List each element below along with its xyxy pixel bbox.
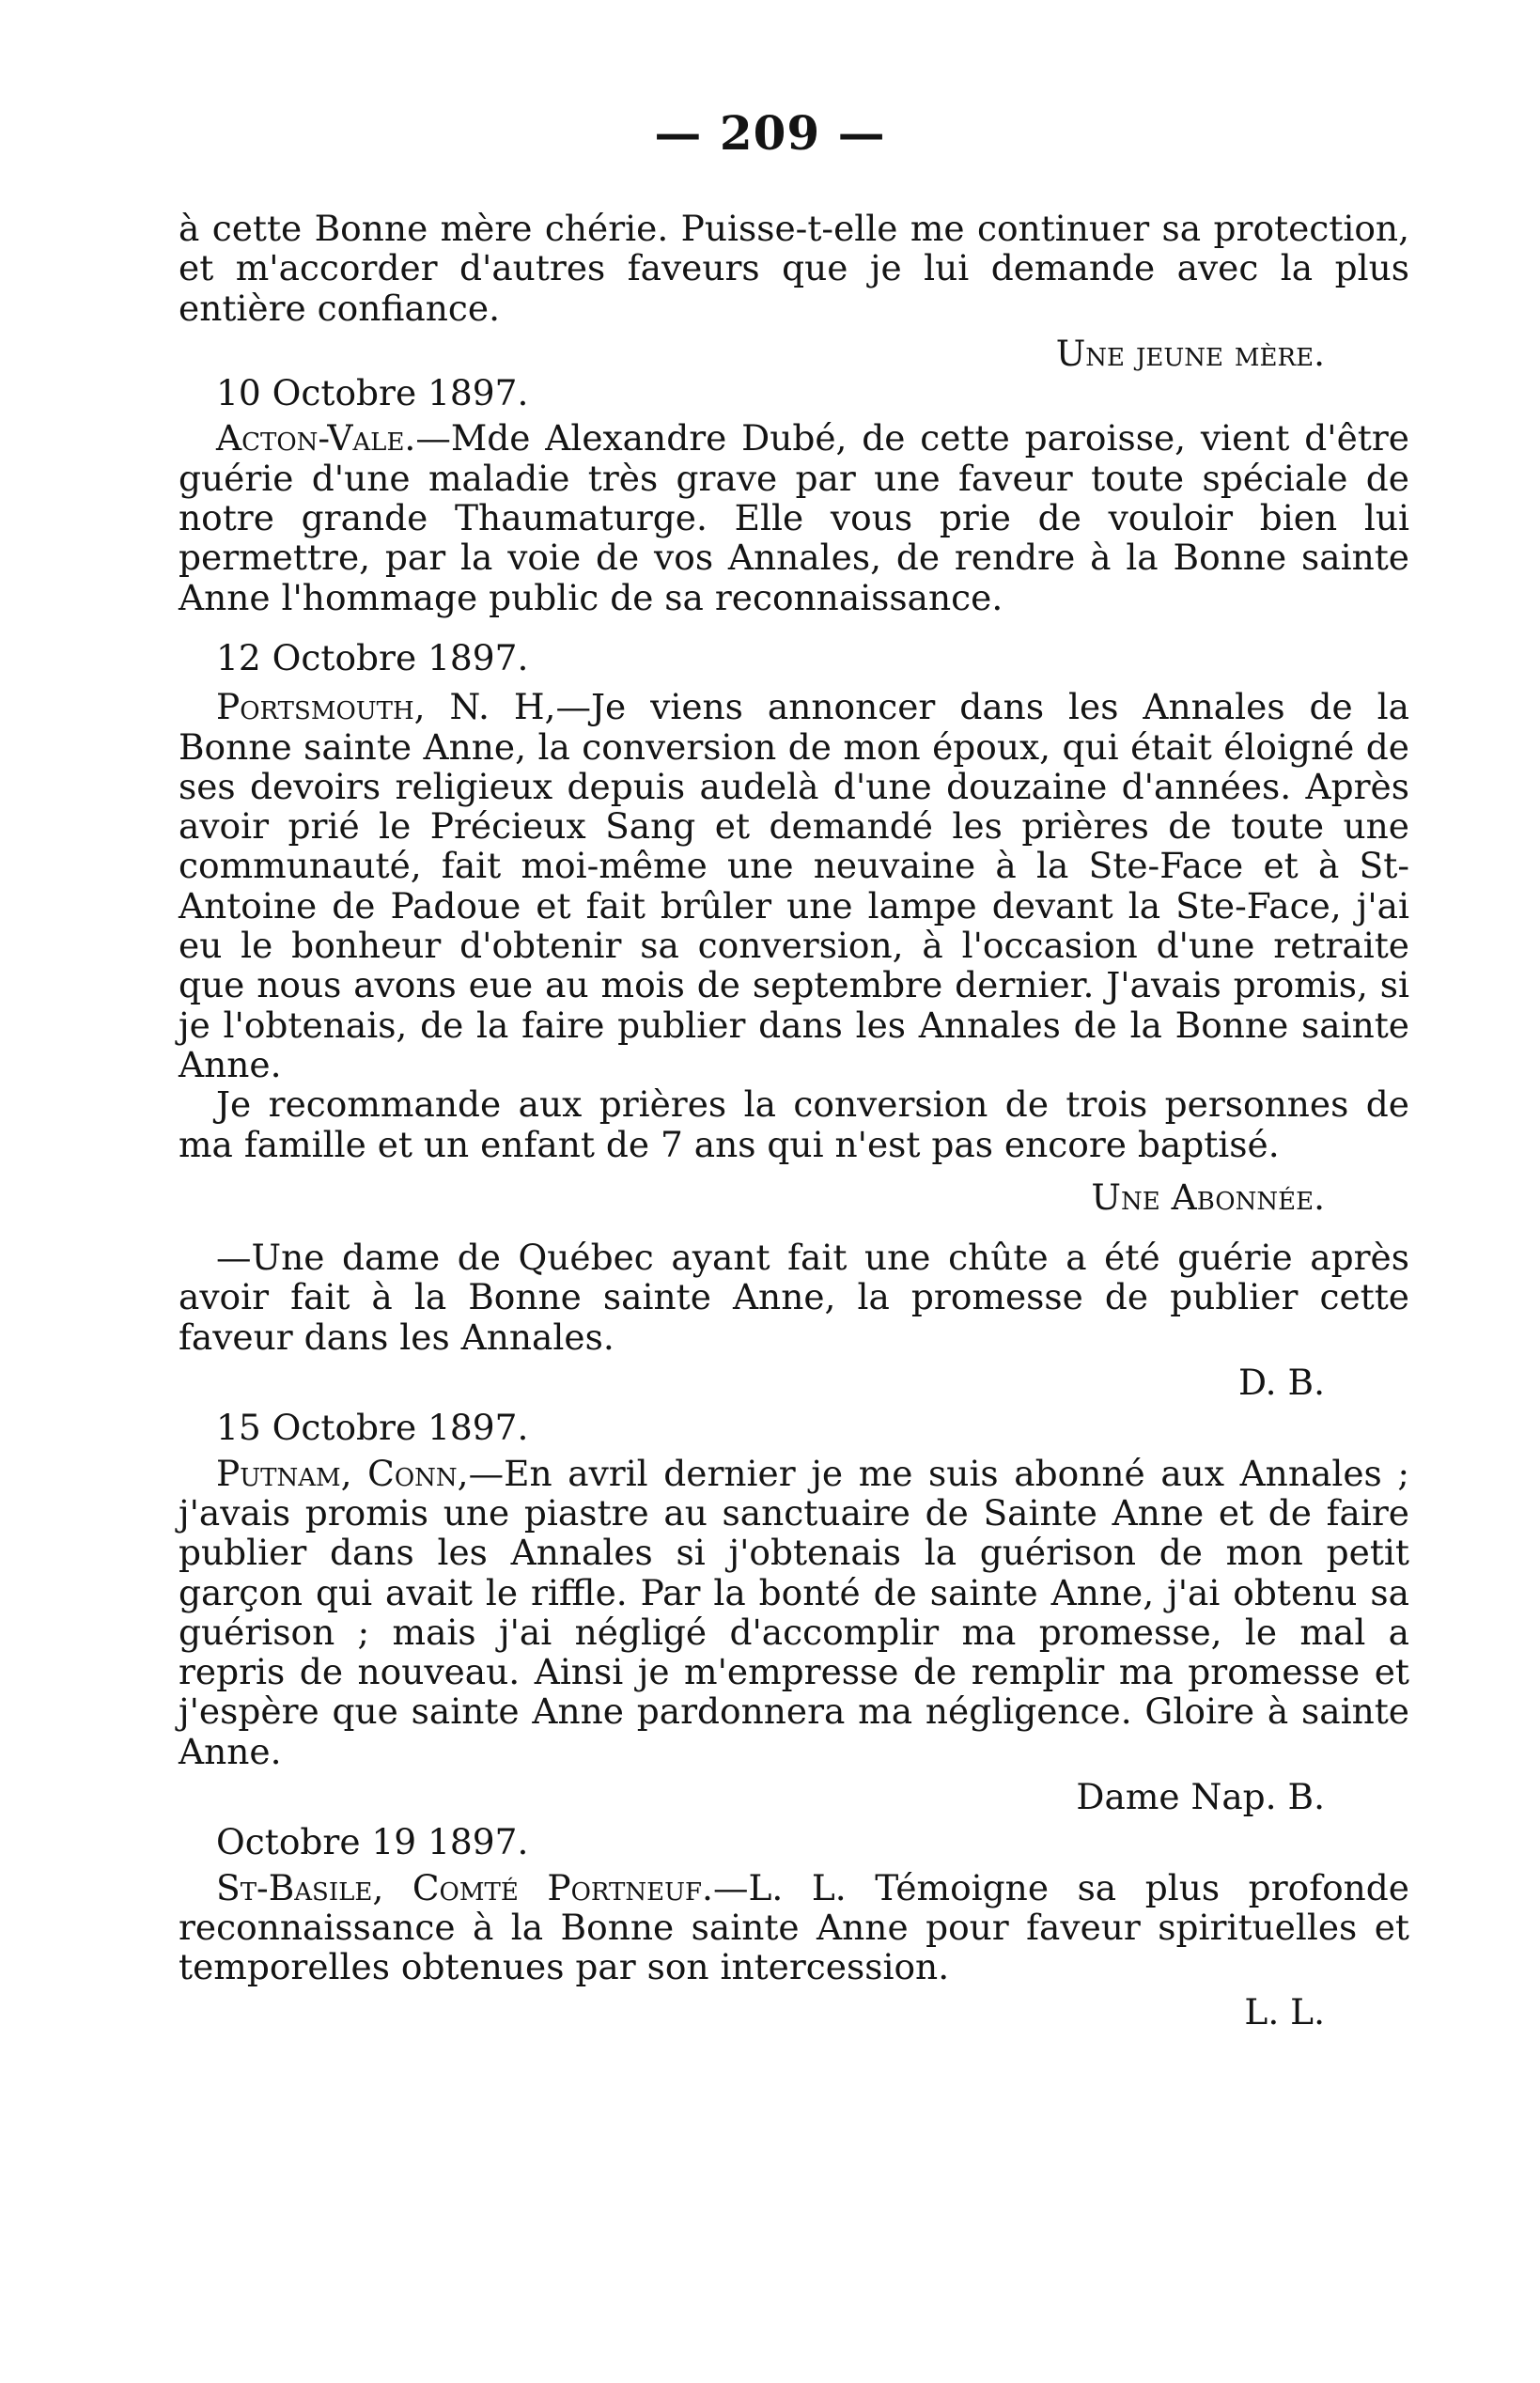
date-line: 10 Octobre 1897. (216, 372, 529, 414)
signature: Une jeune mère. (1055, 332, 1325, 374)
signature (179, 1777, 1409, 1816)
paragraph: à cette Bonne mère chérie. Puisse-t-elle me continuer sa protection, et m'accorder d'autres faveurs que je lui demande avec la plus entière confiance. (179, 208, 1409, 329)
paragraph (179, 687, 1409, 1084)
signature: L. L. (1244, 1991, 1325, 2033)
page-body (179, 209, 1409, 2033)
paragraph-text: —En avril dernier je me suis abonné aux Annales ; j'avais promis une piastre au sanctuaire de Sainte Anne et de faire publier dans les Annales si j'obtenais la guérison de mon petit garçon qui avait le riffle. Par la bonté de sainte Anne, j'ai obtenu sa guérison ; mais j'ai négligé d'accomplir ma promesse, le mal a repris de nouveau. Ainsi je m'empresse de remplir ma promesse et j'espère que sainte Anne pardonnera ma négligence. Gloire à sainte Anne. (179, 1452, 1409, 1772)
date-line: 15 Octobre 1897. (216, 1407, 529, 1449)
paragraph-text: —Je viens annoncer dans les Annales de la Bonne sainte Anne, la conversion de mon époux, qui était éloigné de ses devoirs religieux depuis audelà d'une douzaine d'années. Après avoir prié le Précieux Sang et demandé les prières de toute une communauté, fait moi-même une neuvaine à la Ste-Face et à St-Antoine de Padoue et fait brûler une lampe devant la Ste-Face, j'ai eu le bonheur d'obtenir sa conversion, à l'occasion d'une retraite que nous avons eue au mois de septembre dernier. J'avais promis, si je l'obtenais, de la faire publier dans les Annales de la Bonne sainte Anne. (179, 686, 1410, 1085)
signature: D. B. (1237, 1362, 1325, 1404)
paragraph-text: —L. L. Témoigne sa plus profonde reconnaissance à la Bonne sainte Anne pour faveur spirituelles et temporelles obtenues par son intercession. (179, 1866, 1409, 1988)
place-name: Putnam, Conn, (216, 1452, 469, 1494)
signature: Une Abonnée. (1091, 1176, 1325, 1218)
paragraph (179, 1868, 1409, 1987)
place-name: St-Basile, Comté Portneuf. (216, 1866, 713, 1908)
paragraph (179, 418, 1409, 616)
paragraph: —Une dame de Québec ayant fait une chûte a été guérie après avoir fait à la Bonne sainte Anne, la promesse de publier cette faveur dans les Annales. (179, 1237, 1409, 1358)
signature-text: Dame Nap. B. (1076, 1775, 1325, 1817)
page-number: — 209 — (654, 105, 886, 161)
date-line: Octobre 19 1897. (216, 1821, 529, 1863)
date-line: 12 Octobre 1897. (216, 636, 529, 678)
paragraph: Je recommande aux prières la conversion de trois personnes de ma famille et un enfant de 7 ans qui n'est pas encore baptisé. (179, 1083, 1409, 1165)
place-name: Acton-Vale. (216, 417, 416, 459)
paragraph (179, 1454, 1409, 1771)
paragraph-text: —Mde Alexandre Dubé, de cette paroisse, vient d'être guérie d'une maladie très grave par une faveur toute spéciale de notre grande Thaumaturge. Elle vous prie de vouloir bien lui permettre, par la voie de vos Annales, de rendre à la Bonne sainte Anne l'hommage public de sa reconnaissance. (179, 417, 1409, 618)
place-name: Portsmouth, N. H, (216, 686, 556, 728)
